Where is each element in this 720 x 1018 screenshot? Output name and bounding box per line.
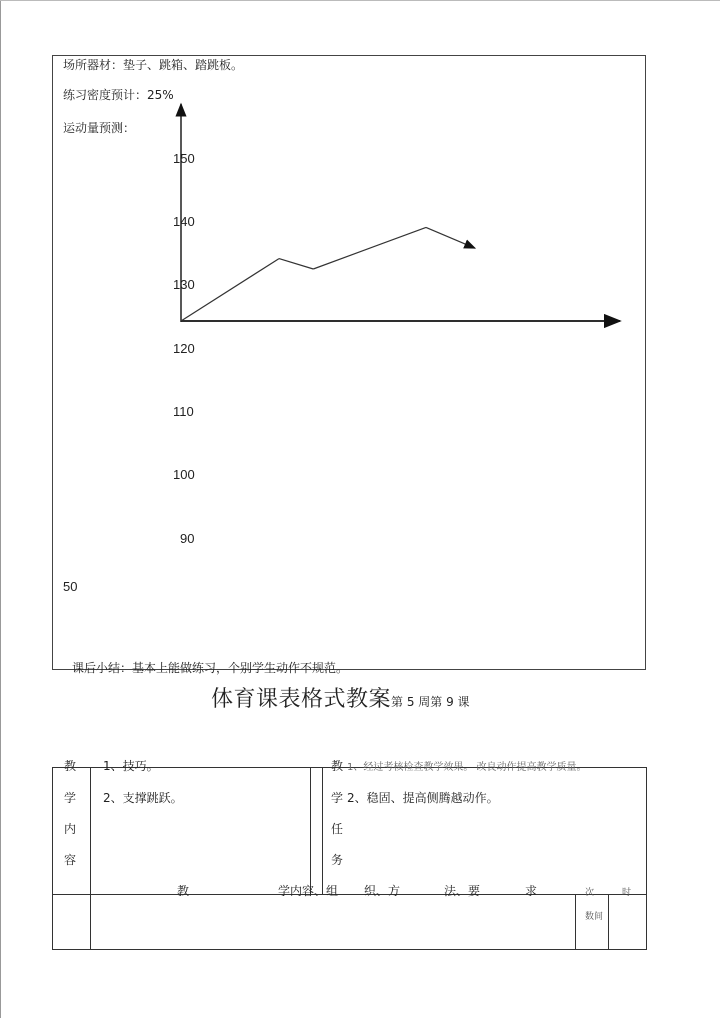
table-col-divider [608,894,609,950]
task-item: 1、经过考核检查教学效果。 改良动作提高教学质量。 [347,762,587,773]
load-forecast-label: 运动量预测： [63,121,136,135]
task-label-char: 务 [331,853,344,867]
content-label-char: 学 [64,791,77,805]
density-estimate: 练习密度预计：25% [63,88,174,102]
count-header: 次 [585,888,595,898]
series-segment [181,259,279,321]
series-segment [313,227,426,269]
header-cell: 教 [177,884,190,898]
y-tick-label: 140 [173,214,195,229]
header-cell: 学内容、组 [278,884,339,898]
content-label-char: 教 [64,759,77,773]
table-col-divider [575,894,576,950]
task-label-char: 教 [331,759,344,773]
y-tick-label: 50 [63,579,78,594]
header-cell: 求 [525,884,538,898]
task-item: 2、稳固、提高侧腾越动作。 [347,791,499,805]
venue-equipment: 场所器材：垫子、跳箱、踏跳板。 [63,58,244,72]
task-label-char: 任 [331,822,344,836]
count-time-header: 数间 [585,912,604,922]
y-tick-label: 130 [173,277,195,292]
y-tick-label: 90 [180,531,195,546]
series-segment [426,227,475,248]
y-tick-label: 120 [173,341,195,356]
time-header: 时 [622,888,632,898]
y-tick-label: 150 [173,151,195,166]
y-tick-label: 110 [173,404,194,419]
table-row-divider [52,894,647,895]
table-right-border [646,767,647,950]
table-left-border [52,767,53,950]
table-col-divider [90,767,91,950]
table-col-divider [322,767,323,894]
page-title [211,682,470,713]
header-cell: 织、方 [364,884,401,898]
content-label-char: 内 [64,822,77,836]
table-col-divider [310,767,311,894]
content-label-char: 容 [64,853,77,867]
week-lesson: 第 5 周第 9 课 [391,695,470,709]
y-tick-label: 100 [173,467,195,482]
lesson-summary: 课后小结：基本上能做练习，个别学生动作不规范。 [72,661,349,675]
task-label-char: 学 [331,791,344,805]
series-group [181,227,475,321]
title-text: 体育课表格式教案 [211,687,392,712]
table-bottom-border [52,949,647,950]
content-item: 2、支撑跳跃。 [103,791,183,805]
series-segment [279,259,313,269]
content-item: 1、技巧。 [103,759,159,773]
header-cell: 法、要 [444,884,481,898]
